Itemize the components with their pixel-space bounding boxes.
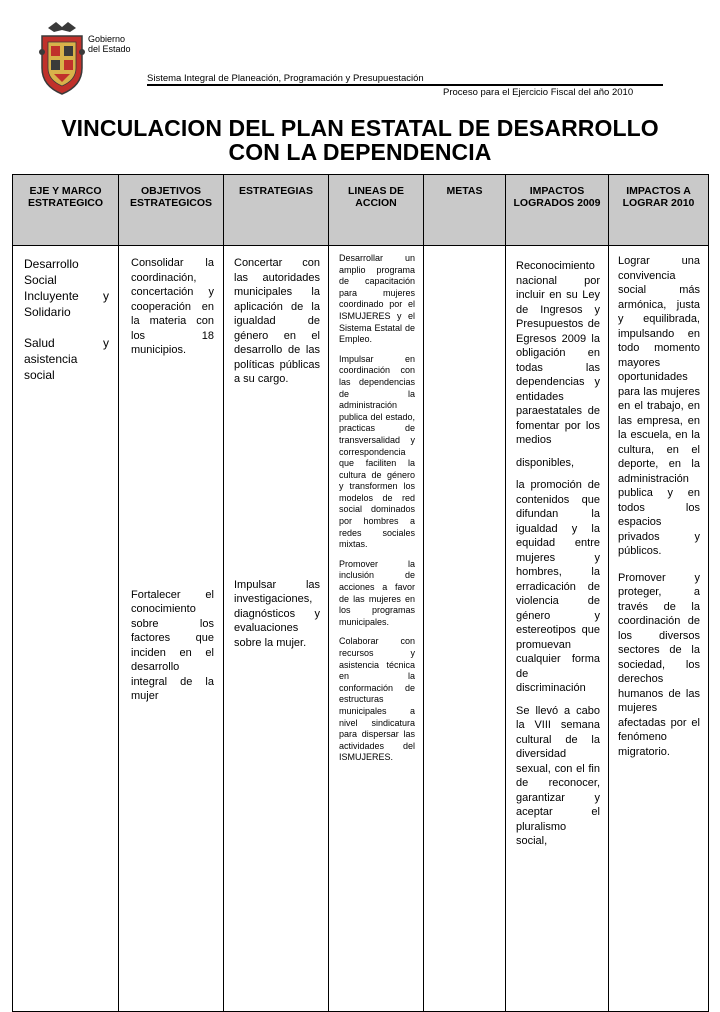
header-impactos-2009: IMPACTOS LOGRADOS 2009: [506, 175, 609, 246]
metas-cell: [424, 246, 506, 1012]
linea-item: Desarrollar un amplio programa de capacitación para mujeres coordinado por el ISMUJERES y el Sistema Estatal de Empleo.: [339, 253, 415, 345]
impacto-2010-item: Lograr una convivencia social más armónica, justa y equilibrada, impulsando en todo momento mayores oportunidades para las mujeres en el trabajo, en las empresa, en la escuela, en la cultura, en el deporte, en la administración publica y en todos los espacios privados y públicos.: [618, 255, 700, 557]
eje-cell: [13, 246, 119, 1012]
table-row: [13, 246, 709, 1012]
estrategia-item: Concertar con las autoridades municipales la aplicación de la igualdad de género en el desarrollo de las políticas públicas a su cargo.: [234, 257, 320, 385]
estrategias-cell: [224, 246, 329, 1012]
impacto-2009-item: Reconocimiento nacional por incluir en su Ley de Ingresos y Presupuestos de Egresos 2009 la obligación en todas las dependencias y entidades paraestatales de fomentar por los medios: [516, 260, 600, 446]
lineas-cell: [329, 246, 424, 1012]
linea-item: Promover la inclusión de acciones a favor de las mujeres en los programas municipales.: [339, 558, 415, 627]
header-eje: EJE Y MARCO ESTRATEGICO: [13, 175, 119, 246]
impacto-2009-item: disponibles,: [516, 456, 575, 469]
impactos-2009-cell: [506, 246, 609, 1012]
objetivos-cell: [119, 246, 224, 1012]
impacto-2009-item: la promoción de contenidos que difundan la igualdad y la equidad entre mujeres y hombres, la erradicación de violencia de género y estereotipos que promuevan cualquier forma de discriminación: [516, 479, 600, 694]
header-divider: [147, 84, 663, 86]
sistema-label: Sistema Integral de Planeación, Programación y Presupuestación: [147, 73, 424, 84]
gobierno-line2: del Estado: [88, 44, 131, 54]
estrategia-item: Impulsar las investigaciones, diagnósticos y evaluaciones sobre la mujer.: [234, 578, 320, 649]
impacto-2009-item: Se llevó a cabo la VIII semana cultural de la diversidad sexual, con el fin de reconocer, garantizar y aceptar el pluralismo social,: [516, 704, 600, 847]
page-title: [20, 116, 700, 164]
impactos-2010-cell: [609, 246, 709, 1012]
header-objetivos: OBJETIVOS ESTRATEGICOS: [119, 175, 224, 246]
title-line2: CON LA DEPENDENCIA: [228, 139, 492, 165]
linea-item: Colaborar con recursos y asistencia técnica en la conformación de estructuras municipales a nivel sindicatura para dispersar las actividades del ISMUJERES.: [339, 636, 415, 763]
header-estrategias: ESTRATEGIAS: [224, 175, 329, 246]
header-metas: METAS: [424, 175, 506, 246]
table-header-row: [13, 175, 709, 246]
objetivo-item: Consolidar la coordinación, concertación y cooperación en la materia con los 18 municipios.: [131, 257, 214, 356]
header-impactos-2010: IMPACTOS A LOGRAR 2010: [609, 175, 709, 246]
title-line1: VINCULACION DEL PLAN ESTATAL DE DESARROLLO: [61, 115, 659, 141]
impacto-2010-item: Promover y proteger, a través de la coordinación de los diversos sectores de la sociedad, los derechos humanos de las mujeres afectadas por el fenómeno migratorio.: [618, 571, 700, 758]
eje-item: Desarrollo Social Incluyente y Solidario: [24, 257, 109, 319]
gobierno-line1: Gobierno: [88, 34, 126, 44]
gobierno-label: [88, 34, 131, 54]
proceso-label: Proceso para el Ejercicio Fiscal del año 2010: [443, 87, 634, 98]
linea-item: Impulsar en coordinación con las dependencias de la administración publica del estado, practicas de transversalidad y correspondencia que faciliten la cultura de género y transformen los modelos de red social dominados por hombres a redes sociales mixtas.: [339, 353, 415, 550]
header-lineas: LINEAS DE ACCION: [329, 175, 424, 246]
objetivo-item: Fortalecer el conocimiento sobre los factores que inciden en el desarrollo integral de la mujer: [131, 588, 214, 702]
vinculacion-table: [12, 174, 709, 1012]
eje-item: Salud y asistencia social: [24, 336, 109, 382]
state-coat-of-arms-icon: [34, 18, 90, 96]
